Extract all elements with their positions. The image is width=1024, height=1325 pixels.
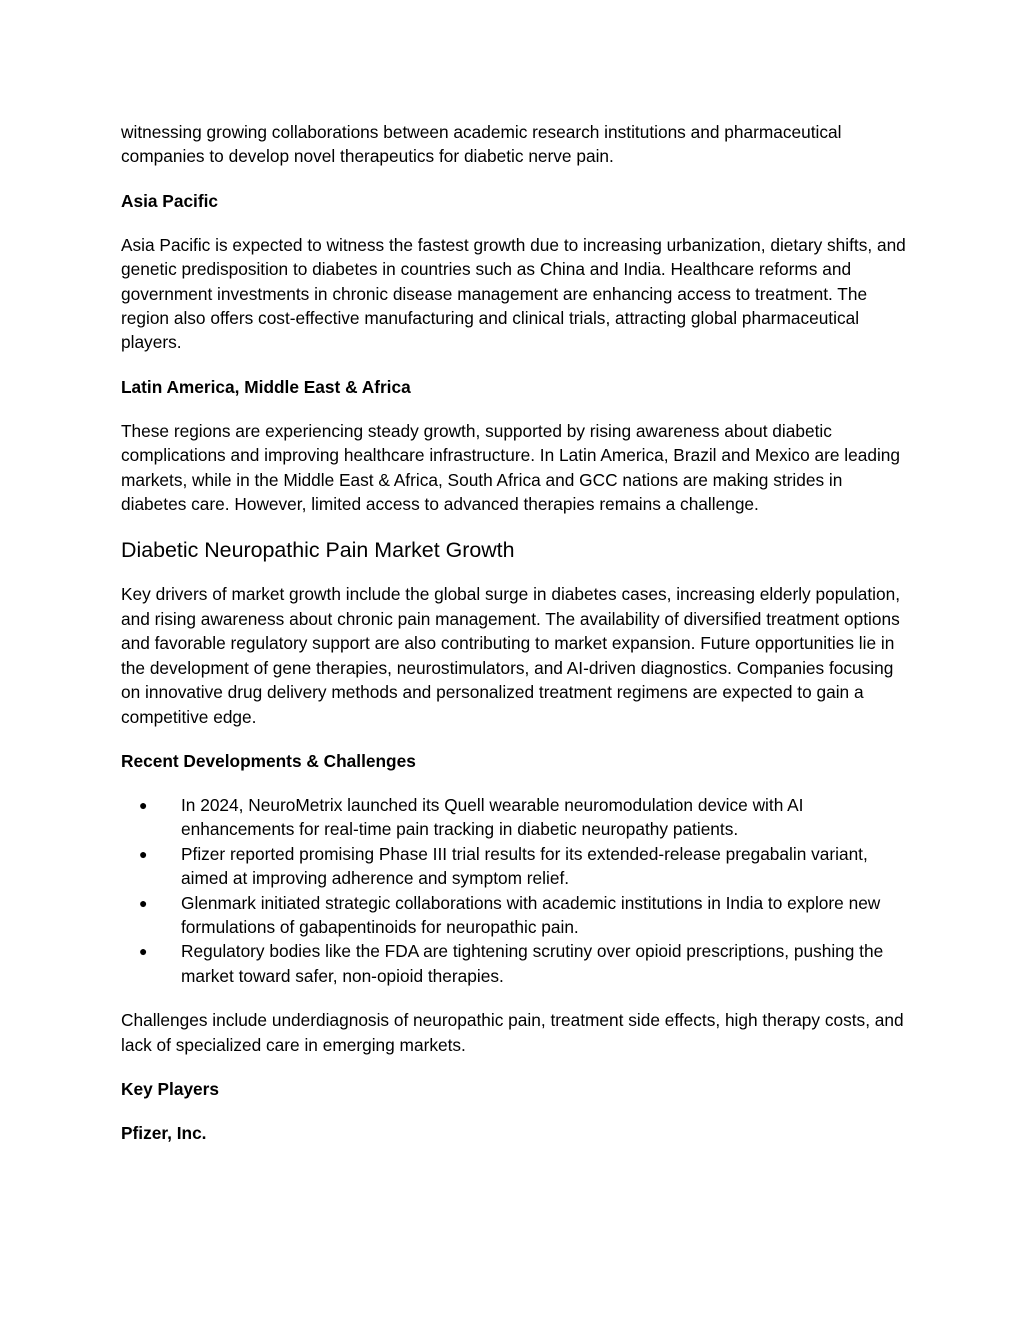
lamea-heading: Latin America, Middle East & Africa (121, 376, 411, 397)
bullet-icon: ● (139, 845, 148, 862)
list-item (121, 939, 907, 988)
lamea-paragraph: These regions are experiencing steady growth, supported by rising awareness about diabetic complications and improving healthcare infrastructure. In Latin America, Brazil and Mexico are leading markets, while in the Middle East & Africa, South Africa and GCC nations are making strides in diabetes care. However, limited access to advanced therapies remains a challenge. (121, 420, 901, 515)
market-growth-paragraph: Key drivers of market growth include the global surge in diabetes cases, increasing elderly population, and rising awareness about chronic pain management. The availability of diversified treatment options and favorable regulatory support are also contributing to market expansion. Future opportunities lie in the development of gene therapies, neurostimulators, and AI-driven diagnostics. Companies focusing on innovative drug delivery methods and personalized treatment regimens are expected to gain a competitive edge. (121, 584, 901, 727)
asia-pacific-paragraph: Asia Pacific is expected to witness the fastest growth due to increasing urbanization, dietary shifts, and genetic predisposition to diabetes in countries such as China and India. Healthcare reforms and government investments in chronic disease management are enhancing access to treatment. The region also offers cost-effective manufacturing and clinical trials, attracting global pharmaceutical players. (121, 234, 906, 353)
challenges-paragraph: Challenges include underdiagnosis of neuropathic pain, treatment side effects, high therapy costs, and lack of specialized care in emerging markets. (121, 1010, 904, 1055)
list-item-text: Regulatory bodies like the FDA are tightening scrutiny over opioid prescriptions, pushing the market toward safer, non-opioid therapies. (181, 941, 884, 986)
list-item-text: Glenmark initiated strategic collaborations with academic institutions in India to explore new formulations of gabapentinoids for neuropathic pain. (181, 892, 881, 937)
key-players-heading: Key Players (121, 1078, 220, 1099)
developments-list (121, 793, 907, 988)
recent-developments-heading: Recent Developments & Challenges (121, 750, 416, 771)
list-item (121, 891, 907, 940)
market-growth-heading: Diabetic Neuropathic Pain Market Growth (121, 538, 515, 563)
list-item-text: In 2024, NeuroMetrix launched its Quell wearable neuromodulation device with AI enhancements for real-time pain tracking in diabetic neuropathy patients. (181, 794, 804, 840)
document-page (121, 120, 907, 1165)
bullet-icon: ● (139, 796, 148, 813)
company-name: Pfizer, Inc. (121, 1122, 207, 1143)
list-item (121, 842, 907, 891)
bullet-icon: ● (139, 894, 148, 911)
intro-paragraph: witnessing growing collaborations between academic research institutions and pharmaceutical companies to develop novel therapeutics for diabetic nerve pain. (121, 122, 842, 167)
list-item (121, 793, 907, 842)
bullet-icon: ● (139, 943, 148, 960)
list-item-text: Pfizer reported promising Phase III trial results for its extended-release pregabalin variant, aimed at improving adherence and symptom relief. (181, 843, 868, 889)
asia-pacific-heading: Asia Pacific (121, 190, 219, 211)
